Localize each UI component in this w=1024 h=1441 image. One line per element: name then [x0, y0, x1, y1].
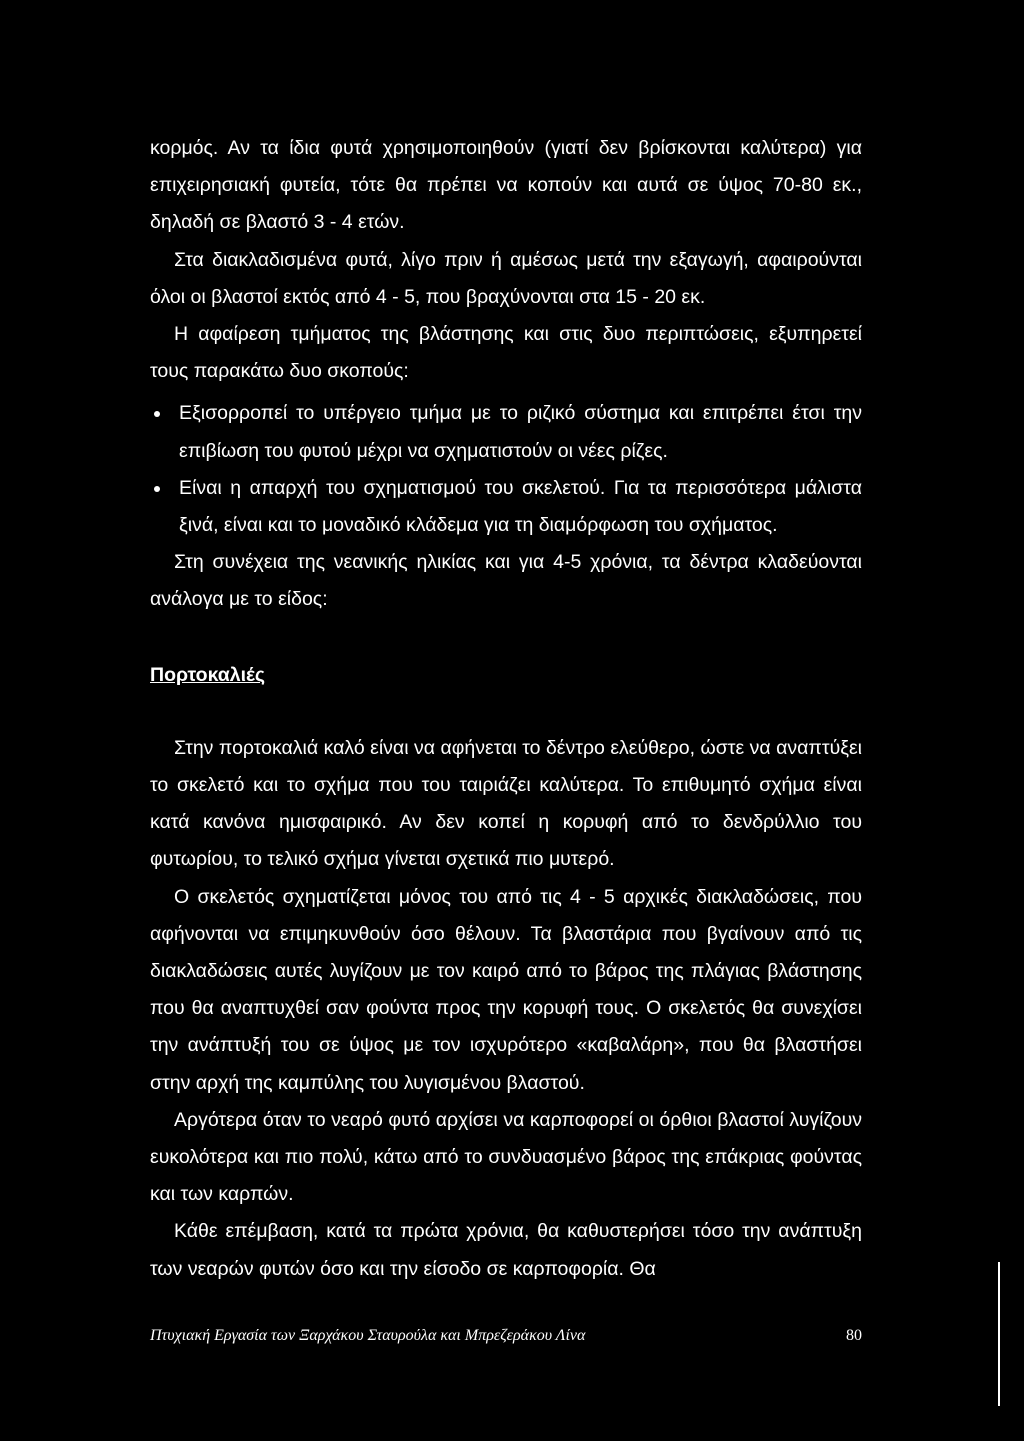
paragraph: Στα διακλαδισμένα φυτά, λίγο πριν ή αμέσως μετά την εξαγωγή, αφαιρούνται όλοι οι βλαστοί εκτός από 4 - 5, που βραχύνονται στα 15 - 20 εκ.	[150, 248, 862, 308]
list-item	[150, 470, 862, 544]
paragraph: Στην πορτοκαλιά καλό είναι να αφήνεται το δέντρο ελεύθερο, ώστε να αναπτύξει το σκελετό και το σχήμα που του ταιριάζει καλύτερα. Το επιθυμητό σχήμα είναι κατά κανόνα ημισφαιρικό. Αν δεν κοπεί η κορυφή από το δενδρύλλιο του φυτωρίου, το τελικό σχήμα γίνεται σχετικά πιο μυτερό.	[150, 736, 862, 871]
paragraph-continuation: κορμός. Αν τα ίδια φυτά χρησιμοποιηθούν (γιατί δεν βρίσκονται καλύτερα) για επιχειρησιακή φυτεία, τότε θα πρέπει να κοπούν και αυτά σε ύψος 70-80 εκ., δηλαδή σε βλαστό 3 - 4 ετών.	[150, 137, 862, 234]
paragraph: Ο σκελετός σχηματίζεται μόνος του από τις 4 - 5 αρχικές διακλαδώσεις, που αφήνονται να επιμηκυνθούν όσο θέλουν. Τα βλαστάρια που βγαίνουν από τις διακλαδώσεις αυτές λυγίζουν με τον καιρό από το βάρος της πλάγιας βλάστησης που θα αναπτυχθεί σαν φούντα προς την κορυφή τους. Ο σκελετός θα συνεχίσει την ανάπτυξή του σε ύψος με τον ισχυρότερο «καβαλάρη», που θα βλαστήσει στην αρχή της καμπύλης του λυγισμένου βλαστού.	[150, 885, 862, 1094]
paragraph: Κάθε επέμβαση, κατά τα πρώτα χρόνια, θα καθυστερήσει τόσο την ανάπτυξη των νεαρών φυτών όσο και την είσοδο σε καρποφορία. Θα	[150, 1220, 862, 1280]
margin-rule	[998, 1262, 1000, 1406]
body-text	[150, 130, 862, 1288]
section-heading: Πορτοκαλιές	[150, 663, 266, 686]
paragraph: Στη συνέχεια της νεανικής ηλικίας και για 4-5 χρόνια, τα δέντρα κλαδεύονται ανάλογα με το είδος:	[150, 551, 862, 611]
page-number: 80	[846, 1327, 862, 1344]
list-item	[150, 395, 862, 469]
list-item-text: Εξισορροπεί το υπέργειο τμήμα με το ριζικό σύστημα και επιτρέπει έτσι την επιβίωση του φυτού μέχρι να σχηματιστούν οι νέες ρίζες.	[179, 402, 862, 462]
list-item-text: Είναι η απαρχή του σχηματισμού του σκελετού. Για τα περισσότερα μάλιστα ξινά, είναι και το μοναδικό κλάδεμα για τη διαμόρφωση του σχήματος.	[179, 476, 862, 537]
bullet-icon	[154, 411, 160, 417]
bullet-list	[150, 395, 862, 544]
paragraph: Η αφαίρεση τμήματος της βλάστησης και στις δυο περιπτώσεις, εξυπηρετεί τους παρακάτω δυο σκοπούς:	[150, 323, 862, 383]
paragraph: Αργότερα όταν το νεαρό φυτό αρχίσει να καρποφορεί οι όρθιοι βλαστοί λυγίζουν ευκολότερα και πιο πολύ, κάτω από το συνδυασμένο βάρος της επάκριας φούντας και των καρπών.	[150, 1108, 862, 1206]
bullet-icon	[154, 486, 160, 492]
footer-title: Πτυχιακή Εργασία των Ξαρχάκου Σταυρούλα και Μπρεζεράκου Λίνα	[150, 1327, 586, 1344]
